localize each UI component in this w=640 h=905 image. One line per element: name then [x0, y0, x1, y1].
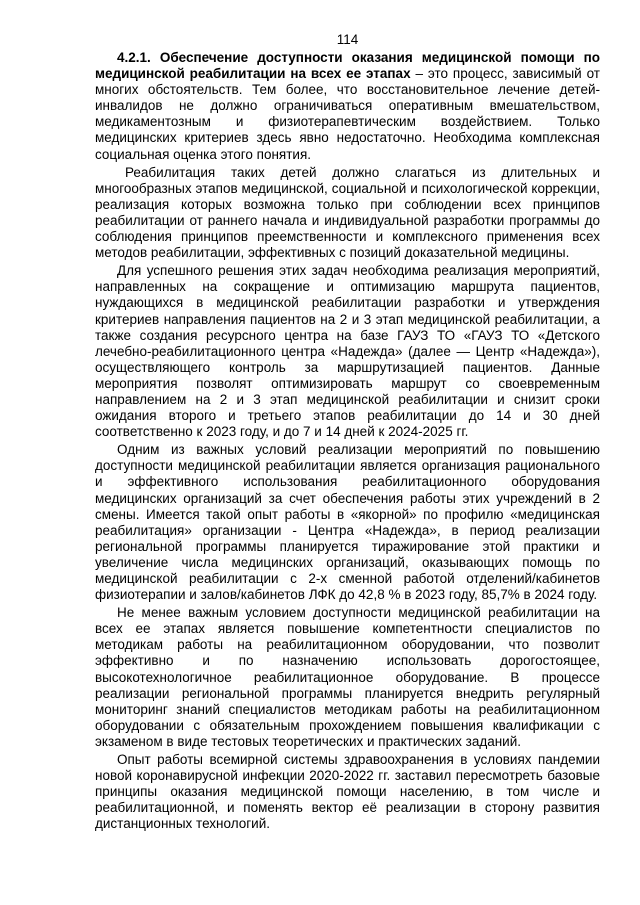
- paragraph-routing-measures: Для успешного решения этих задач необходима реализация мероприятий, направленных на сокращение и оптимизацию маршрута пациентов, нуждающихся в медицинской реабилитации разработки и утверждения критериев направления пациентов на 2 и 3 этап медицинской реабилитации, а также создания ресурсного центра на базе ГАУЗ ТО «ГАУЗ ТО «Детского лечебно-реабилитационного центра «Надежда» (далее — Центр «Надежда»), осуществляющего контроль за маршрутизацией пациентов. Данные мероприятия позволят оптимизировать маршрут со своевременным направлением на 2 и 3 этап медицинской реабилитации и снизит сроки ожидания второго и третьего этапов реабилитации до 14 и 30 дней соответственно к 2023 году, и до 7 и 14 дней к 2024-2025 гг.: [95, 263, 600, 440]
- paragraph-staff-competence: Не менее важным условием доступности медицинской реабилитации на всех ее этапах является повышение компетентности специалистов по методикам работы на реабилитационном оборудовании, что позволит эффективно и по назначению использовать дорогостоящее, высокотехнологичное реабилитационное оборудование. В процессе реализации региональной программы планируется внедрить регулярный мониторинг знаний специалистов методикам работы на реабилитационном оборудовании с обязательным прохождением повышения квалификации с экзаменом в виде тестовых теоретических и практических заданий.: [95, 605, 600, 749]
- page-number: 114: [336, 32, 359, 47]
- paragraph-accessibility: [95, 50, 600, 163]
- paragraph-equipment-use: Одним из важных условий реализации мероприятий по повышению доступности медицинской реабилитации является организация рационального и эффективного использования реабилитационного оборудования медицинских организаций за счет обеспечения работы этих учреждений в 2 смены. Имеется такой опыт работы в «якорной» по профилю «медицинская реабилитация» организации - Центра «Надежда», в период реализации региональной программы планируется тиражирование этой практики и увеличение числа медицинских организаций, оказывающих помощь по медицинской реабилитации с 2-х сменной работой отделений/кабинетов физиотерапии и залов/кабинетов ЛФК до 42,8 % в 2023 году, 85,7% в 2024 году.: [95, 442, 600, 603]
- section-heading: 4.2.1. Обеспечение доступности оказания медицинской помощи по медицинской реабилитации на всех ее этапах: [95, 50, 600, 82]
- document-page: [95, 32, 600, 833]
- paragraph-rehabilitation-stages: Реабилитация таких детей должно слагаться из длительных и многообразных этапов медицинской, социальной и психологической коррекции, реализация которых возможна только при соблюдении всех принципов реабилитации от раннего начала и индивидуальной разработки программы до соблюдения принципов преемственности и комплексного применения всех методов реабилитации, эффективных с позиций доказательной медицины.: [95, 164, 600, 261]
- paragraph-text: – это процесс, зависимый от многих обстоятельств. Тем более, что восстановительное лечение детей-инвалидов не должно ограничиваться оперативным вмешательством, медикаментозным и физиотерапевтическим воздействием. Только медицинских критериев здесь явно недостаточно. Необходима комплексная социальная оценка этого понятия.: [95, 66, 600, 162]
- paragraph-pandemic-experience: Опыт работы всемирной системы здравоохранения в условиях пандемии новой коронавирусной инфекции 2020-2022 гг. заставил пересмотреть базовые принципы оказания медицинской помощи населению, в том числе и реабилитационной, и поменять вектор её реализации в сторону развития дистанционных технологий.: [95, 752, 600, 832]
